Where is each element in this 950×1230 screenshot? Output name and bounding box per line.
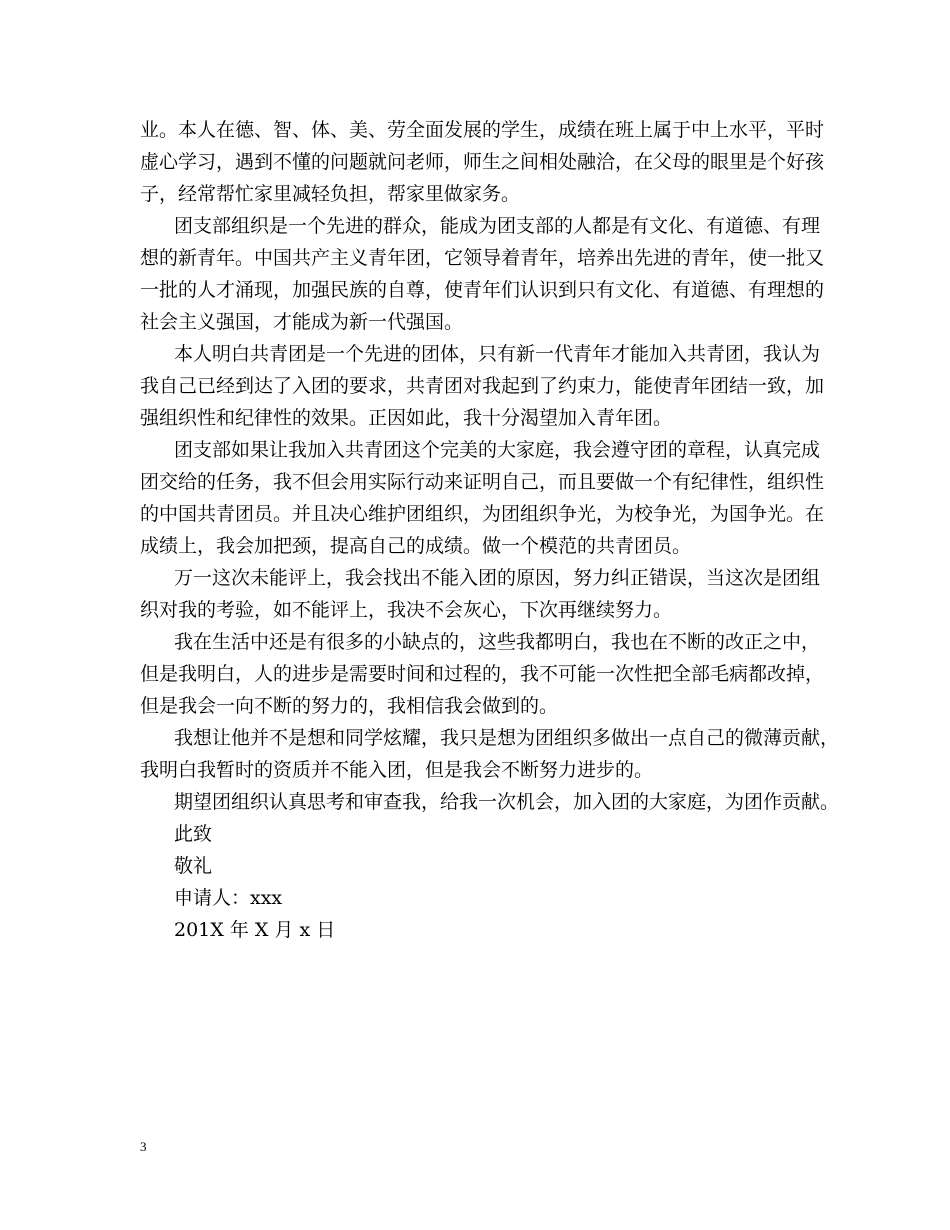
paragraph-start-line: 团支部组织是一个先进的群众，能成为团支部的人都是有文化、有道德、有理 [174, 215, 821, 237]
text-line: 但是我明白，人的进步是需要时间和过程的，我不可能一次性把全部毛病都改掉， [140, 663, 825, 685]
paragraph-start-line: 团支部如果让我加入共青团这个完美的大家庭，我会遵守团的章程，认真完成 [174, 439, 821, 461]
page-number: 3 [140, 1139, 147, 1154]
text-line: 我自己已经到达了入团的要求，共青团对我起到了约束力，能使青年团结一致，加 [140, 375, 825, 397]
text-line: 社会主义强国，才能成为新一代强国。 [140, 311, 464, 333]
text-line: 强组织性和纪律性的效果。正因如此，我十分渴望加入青年团。 [140, 407, 673, 429]
text-line: 但是我会一向不断的努力的，我相信我会做到的。 [140, 695, 559, 717]
regards-line: 敬礼 [174, 855, 213, 877]
text-line: 想的新青年。中国共产主义青年团，它领导着青年，培养出先进的青年，使一批又 [140, 247, 825, 269]
document-body [140, 114, 840, 946]
paragraph-start-line: 本人明白共青团是一个先进的团体，只有新一代青年才能加入共青团，我认为 [174, 343, 821, 365]
salutation-line: 此致 [174, 823, 213, 845]
text-line: 团交给的任务，我不但会用实际行动来证明自己，而且要做一个有纪律性，组织性 [140, 471, 825, 493]
paragraph-start-line: 我在生活中还是有很多的小缺点的，这些我都明白，我也在不断的改正之中， [174, 631, 821, 653]
applicant-line: 申请人：xxx [174, 887, 283, 909]
text-line: 织对我的考验，如不能评上，我决不会灰心，下次再继续努力。 [140, 599, 673, 621]
closing-paragraph-line: 期望团组织认真思考和审查我，给我一次机会，加入团的大家庭，为团作贡献。 [174, 791, 840, 813]
text-line: 业。本人在德、智、体、美、劳全面发展的学生，成绩在班上属于中上水平，平时 [140, 119, 825, 141]
text-line: 我明白我暂时的资质并不能入团，但是我会不断努力进步的。 [140, 759, 654, 781]
text-line: 子，经常帮忙家里减轻负担，帮家里做家务。 [140, 183, 521, 205]
text-line: 成绩上，我会加把颈，提高自己的成绩。做一个模范的共青团员。 [140, 535, 692, 557]
paragraph-start-line: 我想让他并不是想和同学炫耀，我只是想为团组织多做出一点自己的微薄贡献， [174, 727, 840, 749]
text-line: 一批的人才涌现，加强民族的自尊，使青年们认识到只有文化、有道德、有理想的 [140, 279, 825, 301]
text-line: 虚心学习，遇到不懂的问题就问老师，师生之间相处融洽，在父母的眼里是个好孩 [140, 151, 825, 173]
paragraph-start-line: 万一这次未能评上，我会找出不能入团的原因，努力纠正错误，当这次是团组 [174, 567, 821, 589]
text-line: 的中国共青团员。并且决心维护团组织，为团组织争光，为校争光，为国争光。在 [140, 503, 825, 525]
date-line: 201X 年 X 月 x 日 [174, 919, 336, 941]
